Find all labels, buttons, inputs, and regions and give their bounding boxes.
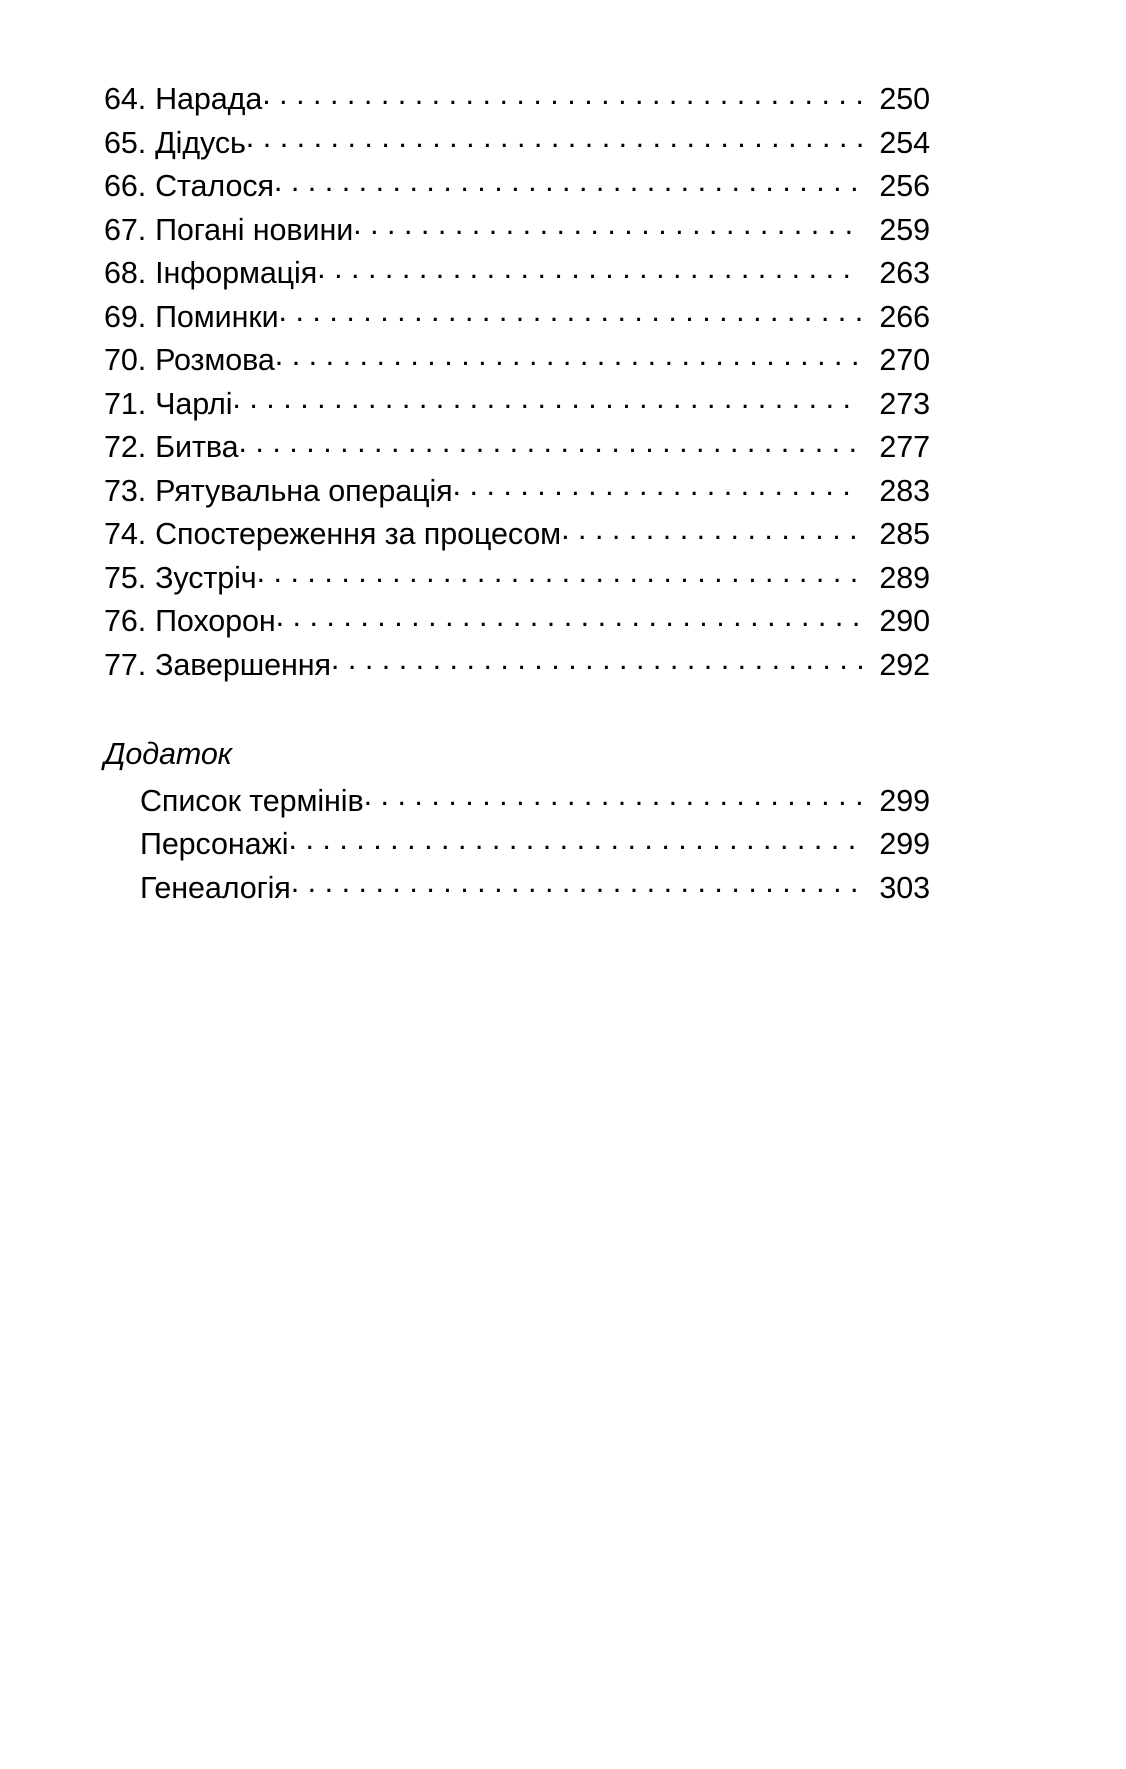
dot-leader — [317, 253, 862, 284]
toc-entry[interactable] — [104, 78, 930, 122]
dot-leader — [561, 514, 862, 545]
toc-entry-page-number: 259 — [879, 212, 930, 247]
dot-leader — [238, 427, 862, 458]
toc-entry[interactable] — [140, 823, 930, 867]
toc-entry[interactable] — [104, 122, 930, 166]
toc-entry-page-number: 292 — [879, 647, 930, 682]
toc-entry[interactable] — [140, 867, 930, 911]
toc-entry-title: Рятувальна операція — [155, 473, 453, 508]
toc-entry-page-number: 299 — [879, 827, 930, 861]
appendix-section — [104, 733, 930, 910]
toc-entry[interactable] — [104, 252, 930, 296]
toc-entry-page-number: 283 — [879, 473, 930, 508]
toc-chapter-list — [104, 78, 930, 687]
appendix-entry-list — [104, 780, 930, 911]
toc-entry-title: Битва — [155, 430, 239, 464]
toc-entry-number: 70. — [104, 343, 147, 377]
appendix-heading: Додаток — [104, 737, 232, 771]
dot-leader — [364, 780, 862, 811]
toc-entry-page-number: 290 — [879, 604, 930, 638]
toc-entry-page-number: 266 — [879, 299, 930, 334]
dot-leader — [453, 470, 862, 501]
toc-entry-number: 68. — [104, 256, 147, 290]
dot-leader — [257, 557, 862, 588]
toc-entry-page-number: 254 — [879, 125, 930, 160]
dot-leader — [353, 209, 862, 240]
toc-entry[interactable] — [104, 296, 930, 340]
toc-entry-page-number: 250 — [879, 82, 930, 116]
toc-entry[interactable] — [104, 209, 930, 253]
toc-entry-title: Інформація — [155, 256, 318, 290]
dot-leader — [291, 867, 862, 898]
dot-leader — [279, 296, 862, 327]
toc-entry-page-number: 277 — [879, 430, 930, 464]
toc-entry-page-number: 299 — [879, 783, 930, 818]
dot-leader — [262, 79, 862, 110]
toc-entry[interactable] — [140, 780, 930, 824]
toc-entry-page-number: 303 — [879, 870, 930, 905]
toc-entry-title: Чарлі — [155, 386, 233, 421]
dot-leader — [232, 383, 862, 414]
toc-entry[interactable] — [104, 513, 930, 557]
dot-leader — [331, 644, 862, 675]
toc-entry[interactable] — [104, 426, 930, 470]
toc-entry-number: 71. — [104, 386, 147, 421]
toc-entry-number: 73. — [104, 473, 147, 508]
dot-leader — [275, 340, 862, 371]
toc-entry-title: Похорон — [155, 604, 276, 638]
toc-entry-title: Поминки — [155, 299, 279, 334]
toc-entry-title: Зустріч — [155, 560, 257, 595]
toc-entry[interactable] — [104, 165, 930, 209]
toc-entry-title: Розмова — [155, 343, 275, 377]
toc-entry-title: Погані новини — [155, 212, 354, 247]
toc-entry-number: 66. — [104, 169, 147, 203]
toc-entry[interactable] — [104, 644, 930, 688]
toc-entry-page-number: 263 — [879, 256, 930, 290]
toc-entry[interactable] — [104, 470, 930, 514]
dot-leader — [246, 122, 862, 153]
toc-entry-title: Дідусь — [155, 125, 246, 160]
toc-entry-title: Персонажі — [140, 827, 289, 861]
toc-entry-page-number: 289 — [879, 560, 930, 595]
dot-leader — [274, 166, 862, 197]
toc-entry-page-number: 273 — [879, 386, 930, 421]
toc-entry-title: Список термінів — [140, 783, 364, 818]
toc-entry-number: 72. — [104, 430, 147, 464]
toc-entry[interactable] — [104, 600, 930, 644]
dot-leader — [289, 824, 863, 855]
toc-entry-page-number: 256 — [879, 169, 930, 203]
toc-entry[interactable] — [104, 383, 930, 427]
toc-entry-title: Нарада — [155, 82, 263, 116]
toc-entry-title: Спостереження за процесом — [155, 517, 562, 551]
toc-entry[interactable] — [104, 557, 930, 601]
toc-entry-page-number: 270 — [879, 343, 930, 377]
dot-leader — [276, 601, 862, 632]
toc-entry-number: 65. — [104, 125, 147, 160]
toc-entry-page-number: 285 — [879, 517, 930, 551]
toc-entry-title: Сталося — [155, 169, 274, 203]
toc-entry-title: Завершення — [155, 647, 331, 682]
toc-entry-number: 74. — [104, 517, 147, 551]
toc-entry-number: 67. — [104, 212, 147, 247]
toc-entry-number: 76. — [104, 604, 147, 638]
toc-entry[interactable] — [104, 339, 930, 383]
toc-entry-number: 69. — [104, 299, 147, 334]
toc-entry-number: 64. — [104, 82, 147, 116]
toc-entry-number: 75. — [104, 560, 147, 595]
toc-entry-title: Генеалогія — [140, 870, 291, 905]
toc-entry-number: 77. — [104, 647, 147, 682]
